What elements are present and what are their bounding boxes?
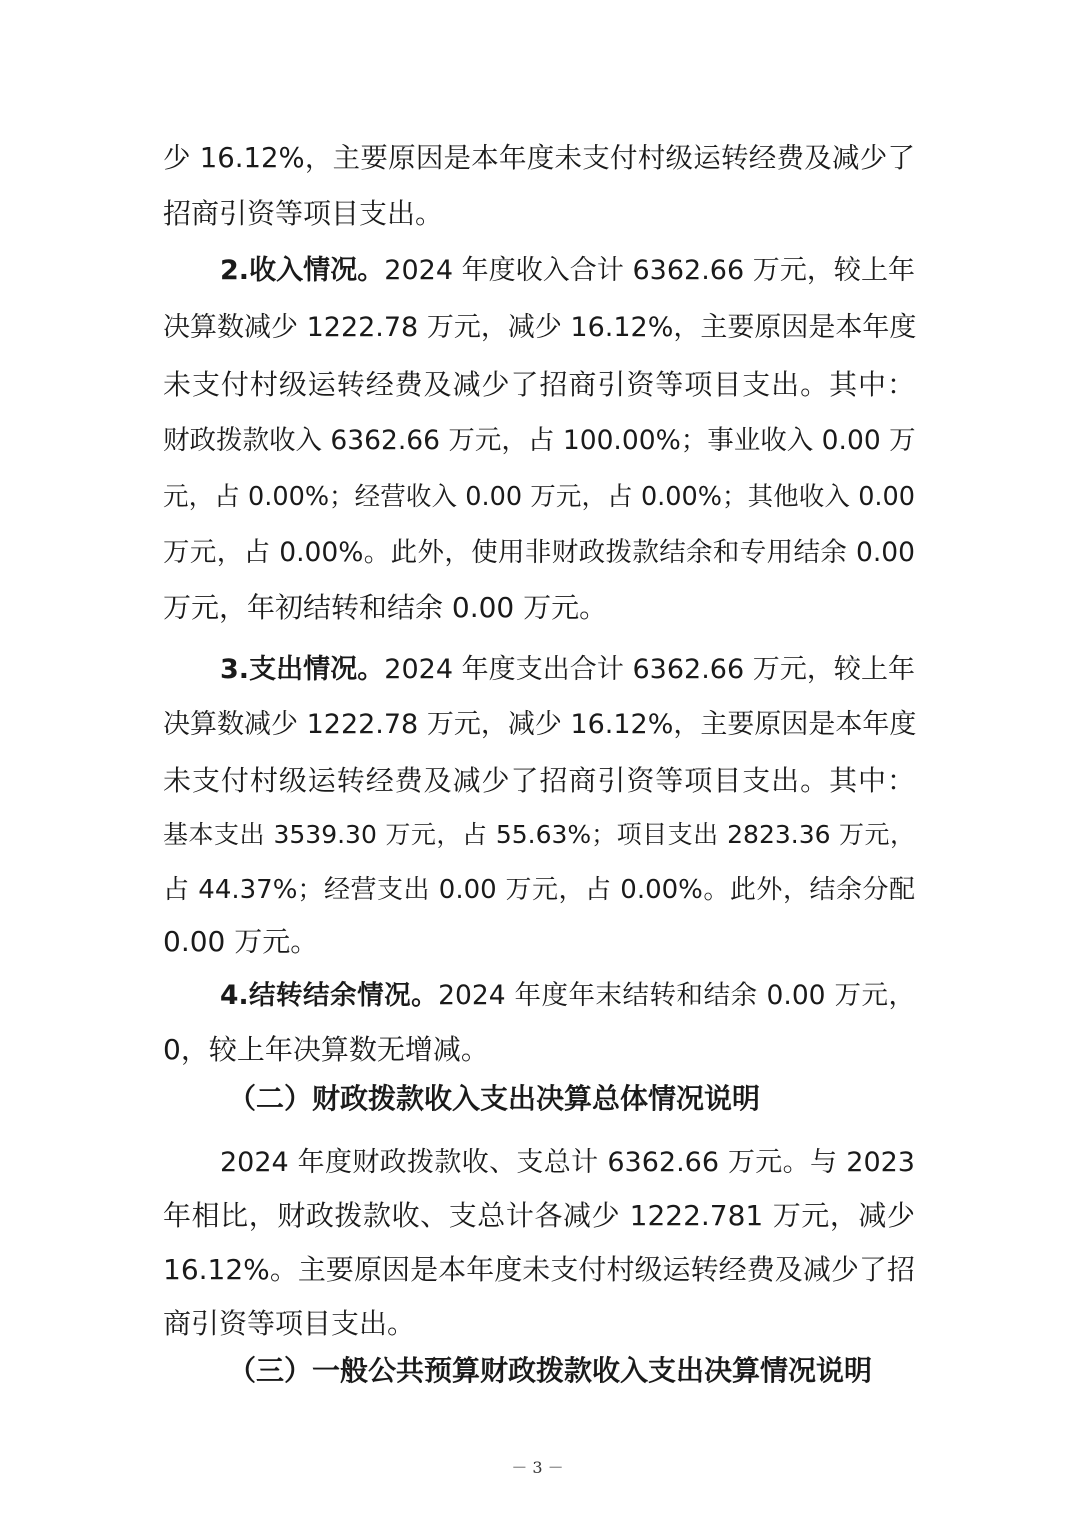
text-line: 万元，占 0.00%。此外，使用非财政拨款结余和专用结余 0.00 bbox=[163, 537, 915, 568]
page-number: － 3 － bbox=[511, 1458, 564, 1477]
text-line: 决算数减少 1222.78 万元，减少 16.12%，主要原因是本年度 bbox=[163, 709, 917, 740]
text-line: 万元，年初结转和结余 0.00 万元。 bbox=[163, 591, 608, 624]
text-line: 招商引资等项目支出。 bbox=[163, 197, 444, 230]
expenditure-first-text: 2024 年度支出合计 6362.66 万元，较上年 bbox=[384, 654, 915, 685]
text-line: 决算数减少 1222.78 万元，减少 16.12%，主要原因是本年度 bbox=[163, 312, 917, 343]
text-line: 未支付村级运转经费及减少了招商引资等项目支出。其中： bbox=[163, 764, 915, 797]
text-line: 0，较上年决算数无增减。 bbox=[163, 1033, 489, 1066]
carryover-first-text: 2024 年度年末结转和结余 0.00 万元， bbox=[438, 980, 915, 1011]
text-line: 未支付村级运转经费及减少了招商引资等项目支出。其中： bbox=[163, 368, 915, 401]
section-heading: （二）财政拨款收入支出决算总体情况说明 bbox=[228, 1082, 761, 1115]
expenditure-paragraph-first-line bbox=[220, 642, 915, 698]
text-line: 2024 年度财政拨款收、支总计 6362.66 万元。与 2023 bbox=[220, 1147, 915, 1178]
text-line: 0.00 万元。 bbox=[163, 925, 319, 958]
income-lead: 2.收入情况。 bbox=[220, 255, 385, 286]
text-line: 年相比，财政拨款收、支总计各减少 1222.781 万元，减少 bbox=[163, 1199, 915, 1232]
text-line: 16.12%。主要原因是本年度未支付村级运转经费及减少了招 bbox=[163, 1253, 915, 1286]
text-line: 占 44.37%；经营支出 0.00 万元，占 0.00%。此外，结余分配 bbox=[163, 875, 915, 905]
text-line: 元，占 0.00%；经营收入 0.00 万元，占 0.00%；其他收入 0.00 bbox=[163, 482, 915, 512]
expenditure-lead: 3.支出情况。 bbox=[220, 654, 385, 685]
carryover-paragraph-first-line bbox=[220, 968, 915, 1024]
text-line: 财政拨款收入 6362.66 万元，占 100.00%；事业收入 0.00 万 bbox=[163, 425, 916, 456]
section-heading: （三）一般公共预算财政拨款收入支出决算情况说明 bbox=[228, 1354, 873, 1387]
text-line: 商引资等项目支出。 bbox=[163, 1307, 416, 1340]
income-first-text: 2024 年度收入合计 6362.66 万元，较上年 bbox=[384, 255, 915, 286]
income-paragraph-first-line bbox=[220, 243, 915, 299]
carryover-lead: 4.结转结余情况。 bbox=[220, 980, 439, 1011]
text-line: 基本支出 3539.30 万元，占 55.63%；项目支出 2823.36 万元， bbox=[163, 820, 915, 849]
text-line: 少 16.12%，主要原因是本年度未支付村级运转经费及减少了 bbox=[163, 142, 915, 174]
